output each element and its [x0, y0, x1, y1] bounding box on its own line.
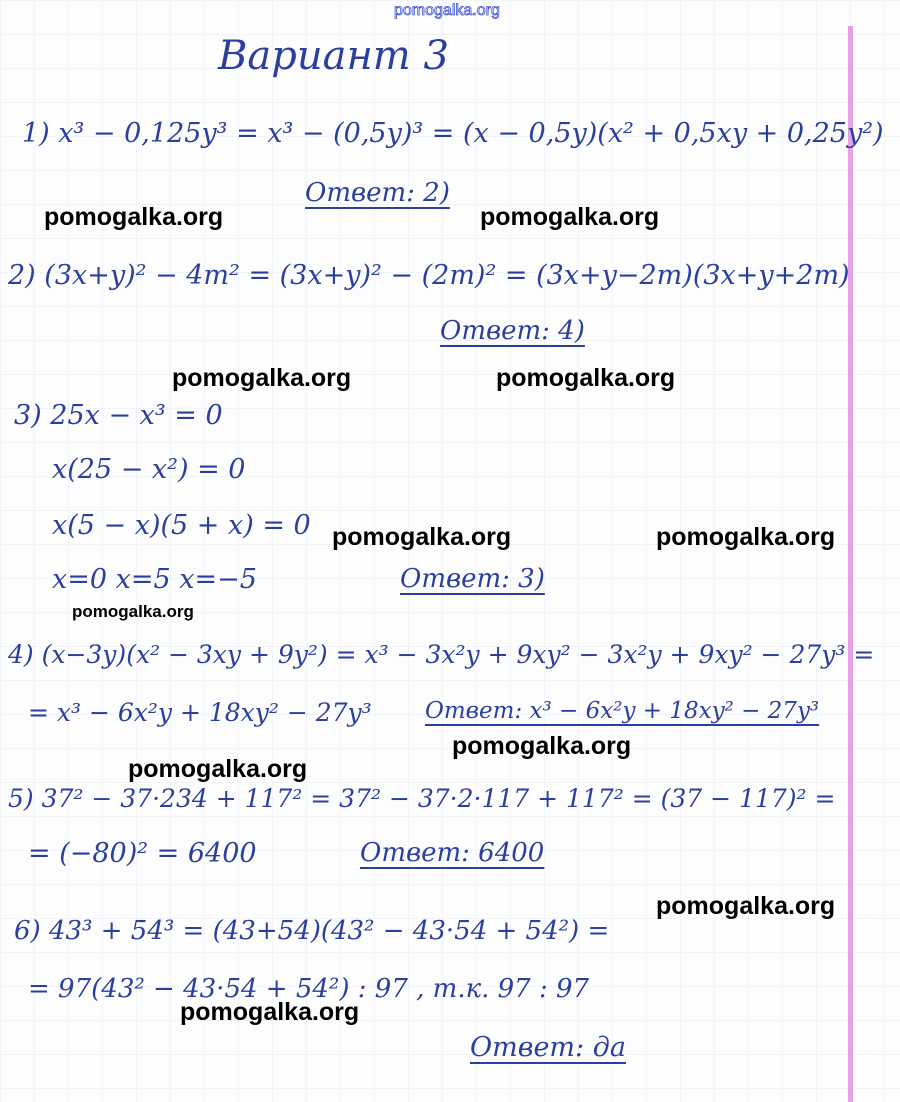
- task-2-answer: Ответ: 4): [440, 316, 585, 346]
- margin-line: [848, 26, 853, 1102]
- task-3-line-2: x(25 − x²) = 0: [52, 454, 246, 485]
- watermark: pomogalka.org: [44, 203, 224, 231]
- task-2-line-1: 2) (3x+y)² − 4m² = (3x+y)² − (2m)² = (3x+y−2m)(3x+y+2m): [8, 260, 850, 291]
- task-3-answer: Ответ: 3): [400, 564, 545, 594]
- watermark: pomogalka.org: [656, 892, 836, 920]
- watermark: pomogalka.org: [480, 203, 660, 231]
- task-6-line-1: 6) 43³ + 54³ = (43+54)(43² − 43·54 + 54²) =: [14, 916, 610, 946]
- watermark: pomogalka.org: [128, 755, 308, 783]
- page-title: Вариант 3: [218, 33, 449, 79]
- watermark: pomogalka.org: [72, 602, 194, 621]
- watermark: pomogalka.org: [172, 364, 352, 392]
- watermark: pomogalka.org: [496, 364, 676, 392]
- task-5-line-2: = (−80)² = 6400: [28, 838, 257, 869]
- task-6-answer: Ответ: да: [470, 1032, 626, 1063]
- task-1-answer: Ответ: 2): [305, 178, 450, 208]
- task-3-line-3: x(5 − x)(5 + x) = 0: [52, 510, 311, 541]
- task-4-answer: Ответ: x³ − 6x²y + 18xy² − 27y³: [425, 698, 820, 724]
- task-1-line-1: 1) x³ − 0,125y³ = x³ − (0,5y)³ = (x − 0,5y)(x² + 0,5xy + 0,25y²): [22, 118, 884, 149]
- task-3-line-4: x=0 x=5 x=−5: [52, 564, 257, 595]
- watermark: pomogalka.org: [332, 523, 512, 551]
- task-5-answer: Ответ: 6400: [360, 838, 545, 868]
- task-3-line-1: 3) 25x − x³ = 0: [14, 400, 223, 431]
- watermark: pomogalka.org: [452, 732, 632, 760]
- watermark-top: pomogalka.org: [394, 2, 500, 19]
- task-4-line-1: 4) (x−3y)(x² − 3xy + 9y²) = x³ − 3x²y + 9xy² − 3x²y + 9xy² − 27y³ =: [8, 640, 875, 669]
- task-4-line-2: = x³ − 6x²y + 18xy² − 27y³: [28, 698, 372, 727]
- task-6-line-2: = 97(43² − 43·54 + 54²) : 97 , т.к. 97 : 97: [28, 974, 590, 1004]
- task-5-line-1: 5) 37² − 37·234 + 117² = 37² − 37·2·117 + 117² = (37 − 117)² =: [8, 784, 836, 813]
- watermark: pomogalka.org: [656, 523, 836, 551]
- watermark: pomogalka.org: [180, 998, 360, 1026]
